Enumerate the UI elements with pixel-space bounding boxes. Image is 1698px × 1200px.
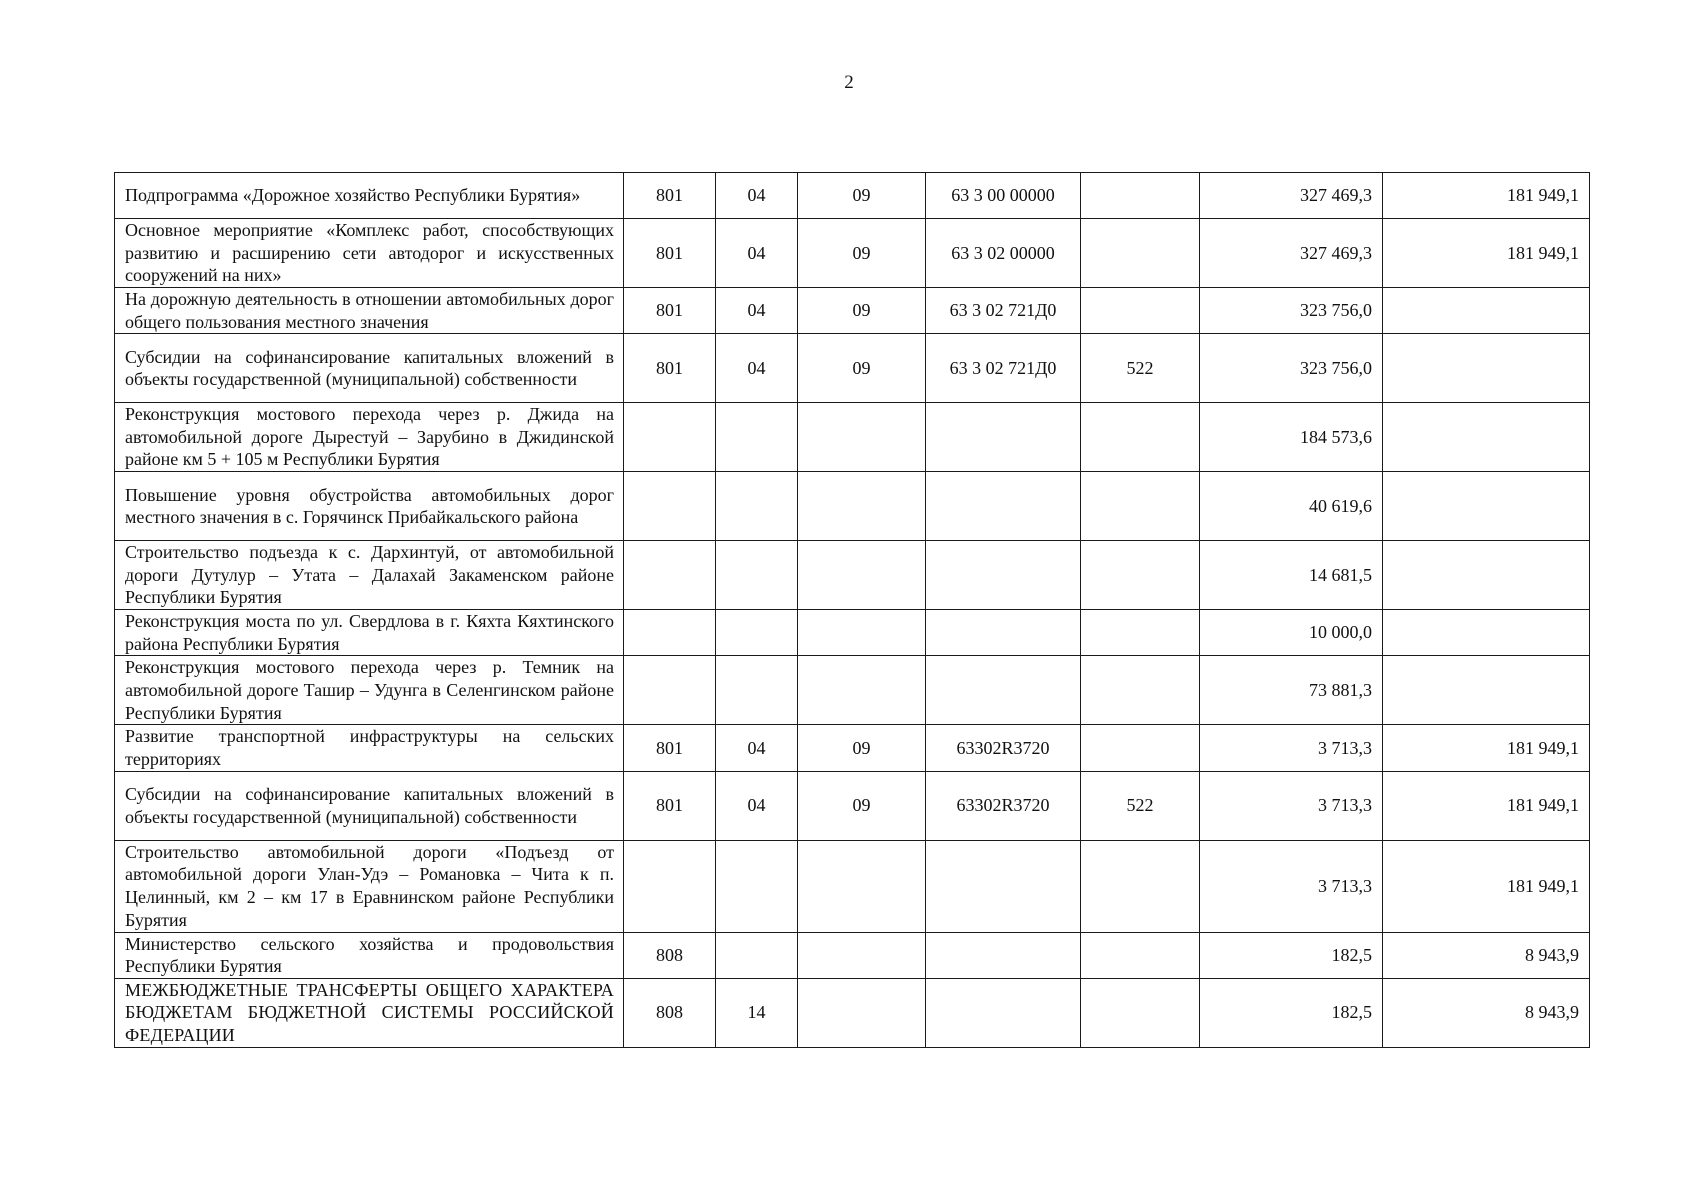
amount-first-cell: 323 756,0 xyxy=(1200,288,1383,334)
target-article-cell xyxy=(926,978,1081,1047)
ministry-code-cell: 801 xyxy=(624,219,716,288)
expense-type-cell xyxy=(1081,472,1200,541)
amount-first-cell: 182,5 xyxy=(1200,932,1383,978)
ministry-code-cell xyxy=(624,610,716,656)
section-code-cell: 04 xyxy=(716,725,798,771)
subsection-code-cell: 09 xyxy=(798,725,926,771)
amount-second-cell: 181 949,1 xyxy=(1383,173,1590,219)
section-code-cell xyxy=(716,656,798,725)
amount-second-cell: 8 943,9 xyxy=(1383,932,1590,978)
expense-type-cell xyxy=(1081,725,1200,771)
amount-first-cell: 10 000,0 xyxy=(1200,610,1383,656)
subsection-code-cell: 09 xyxy=(798,334,926,403)
target-article-cell: 63302R3720 xyxy=(926,725,1081,771)
target-article-cell: 63 3 00 00000 xyxy=(926,173,1081,219)
row-description: Строительство подъезда к с. Дархинтуй, от автомобильной дороги Дутулур – Утата – Далахай Закаменском районе Республики Бурятия xyxy=(115,541,624,610)
subsection-code-cell xyxy=(798,840,926,932)
amount-second-cell xyxy=(1383,403,1590,472)
table-row xyxy=(115,173,1590,219)
amount-second-cell: 181 949,1 xyxy=(1383,840,1590,932)
row-description: Реконструкция мостового перехода через р. Джида на автомобильной дороге Дырестуй – Зарубино в Джидинской районе км 5 + 105 м Республики Бурятия xyxy=(115,403,624,472)
subsection-code-cell xyxy=(798,403,926,472)
subsection-code-cell xyxy=(798,932,926,978)
amount-second-cell xyxy=(1383,656,1590,725)
target-article-cell xyxy=(926,656,1081,725)
expense-type-cell xyxy=(1081,610,1200,656)
subsection-code-cell xyxy=(798,472,926,541)
amount-first-cell: 14 681,5 xyxy=(1200,541,1383,610)
target-article-cell xyxy=(926,541,1081,610)
amount-first-cell: 182,5 xyxy=(1200,978,1383,1047)
ministry-code-cell: 801 xyxy=(624,173,716,219)
amount-first-cell: 323 756,0 xyxy=(1200,334,1383,403)
subsection-code-cell: 09 xyxy=(798,173,926,219)
target-article-cell: 63 3 02 721Д0 xyxy=(926,288,1081,334)
amount-first-cell: 40 619,6 xyxy=(1200,472,1383,541)
section-code-cell: 04 xyxy=(716,334,798,403)
subsection-code-cell xyxy=(798,610,926,656)
ministry-code-cell: 801 xyxy=(624,334,716,403)
subsection-code-cell: 09 xyxy=(798,219,926,288)
amount-second-cell xyxy=(1383,541,1590,610)
table-row xyxy=(115,725,1590,771)
budget-table xyxy=(114,172,1590,1048)
expense-type-cell xyxy=(1081,288,1200,334)
target-article-cell: 63302R3720 xyxy=(926,771,1081,840)
amount-first-cell: 3 713,3 xyxy=(1200,771,1383,840)
ministry-code-cell: 801 xyxy=(624,725,716,771)
table-row xyxy=(115,472,1590,541)
row-description: Субсидии на софинансирование капитальных вложений в объекты государственной (муниципальной) собственности xyxy=(115,771,624,840)
table-row xyxy=(115,403,1590,472)
amount-first-cell: 327 469,3 xyxy=(1200,219,1383,288)
row-description: Повышение уровня обустройства автомобильных дорог местного значения в с. Горячинск Прибайкальского района xyxy=(115,472,624,541)
table-row xyxy=(115,656,1590,725)
amount-second-cell xyxy=(1383,288,1590,334)
amount-second-cell xyxy=(1383,610,1590,656)
amount-first-cell: 73 881,3 xyxy=(1200,656,1383,725)
table-row xyxy=(115,978,1590,1047)
ministry-code-cell xyxy=(624,403,716,472)
row-description: МЕЖБЮДЖЕТНЫЕ ТРАНСФЕРТЫ ОБЩЕГО ХАРАКТЕРА БЮДЖЕТАМ БЮДЖЕТНОЙ СИСТЕМЫ РОССИЙСКОЙ ФЕДЕРАЦИИ xyxy=(115,978,624,1047)
amount-first-cell: 184 573,6 xyxy=(1200,403,1383,472)
row-description: Подпрограмма «Дорожное хозяйство Республики Бурятия» xyxy=(115,173,624,219)
table-row xyxy=(115,334,1590,403)
amount-first-cell: 3 713,3 xyxy=(1200,840,1383,932)
row-description: Субсидии на софинансирование капитальных вложений в объекты государственной (муниципальной) собственности xyxy=(115,334,624,403)
budget-table-body xyxy=(115,173,1590,1048)
target-article-cell: 63 3 02 00000 xyxy=(926,219,1081,288)
amount-second-cell xyxy=(1383,334,1590,403)
row-description: Министерство сельского хозяйства и продовольствия Республики Бурятия xyxy=(115,932,624,978)
amount-second-cell: 181 949,1 xyxy=(1383,219,1590,288)
section-code-cell xyxy=(716,610,798,656)
section-code-cell xyxy=(716,932,798,978)
amount-second-cell: 181 949,1 xyxy=(1383,725,1590,771)
expense-type-cell xyxy=(1081,541,1200,610)
expense-type-cell xyxy=(1081,840,1200,932)
table-row xyxy=(115,219,1590,288)
expense-type-cell xyxy=(1081,219,1200,288)
table-row xyxy=(115,288,1590,334)
amount-second-cell: 181 949,1 xyxy=(1383,771,1590,840)
row-description: Реконструкция мостового перехода через р. Темник на автомобильной дороге Ташир – Удунга в Селенгинском районе Республики Бурятия xyxy=(115,656,624,725)
table-row xyxy=(115,932,1590,978)
subsection-code-cell xyxy=(798,656,926,725)
section-code-cell: 04 xyxy=(716,173,798,219)
expense-type-cell xyxy=(1081,932,1200,978)
target-article-cell xyxy=(926,472,1081,541)
target-article-cell: 63 3 02 721Д0 xyxy=(926,334,1081,403)
amount-second-cell xyxy=(1383,472,1590,541)
section-code-cell xyxy=(716,472,798,541)
row-description: На дорожную деятельность в отношении автомобильных дорог общего пользования местного значения xyxy=(115,288,624,334)
ministry-code-cell: 808 xyxy=(624,932,716,978)
ministry-code-cell xyxy=(624,541,716,610)
amount-second-cell: 8 943,9 xyxy=(1383,978,1590,1047)
subsection-code-cell: 09 xyxy=(798,771,926,840)
expense-type-cell xyxy=(1081,656,1200,725)
ministry-code-cell xyxy=(624,472,716,541)
ministry-code-cell xyxy=(624,656,716,725)
section-code-cell: 04 xyxy=(716,288,798,334)
section-code-cell xyxy=(716,840,798,932)
page-number: 2 xyxy=(844,72,854,93)
table-row xyxy=(115,840,1590,932)
subsection-code-cell xyxy=(798,541,926,610)
section-code-cell xyxy=(716,403,798,472)
section-code-cell: 14 xyxy=(716,978,798,1047)
target-article-cell xyxy=(926,932,1081,978)
table-row xyxy=(115,541,1590,610)
target-article-cell xyxy=(926,403,1081,472)
expense-type-cell xyxy=(1081,978,1200,1047)
section-code-cell: 04 xyxy=(716,771,798,840)
ministry-code-cell xyxy=(624,840,716,932)
amount-first-cell: 327 469,3 xyxy=(1200,173,1383,219)
ministry-code-cell: 808 xyxy=(624,978,716,1047)
section-code-cell: 04 xyxy=(716,219,798,288)
ministry-code-cell: 801 xyxy=(624,771,716,840)
target-article-cell xyxy=(926,840,1081,932)
expense-type-cell: 522 xyxy=(1081,771,1200,840)
expense-type-cell: 522 xyxy=(1081,334,1200,403)
section-code-cell xyxy=(716,541,798,610)
row-description: Строительство автомобильной дороги «Подъезд от автомобильной дороги Улан-Удэ – Романовка – Чита к п. Целинный, км 2 – км 17 в Еравнинском районе Республики Бурятия xyxy=(115,840,624,932)
table-row xyxy=(115,771,1590,840)
expense-type-cell xyxy=(1081,403,1200,472)
table-row xyxy=(115,610,1590,656)
row-description: Реконструкция моста по ул. Свердлова в г. Кяхта Кяхтинского района Республики Бурятия xyxy=(115,610,624,656)
ministry-code-cell: 801 xyxy=(624,288,716,334)
row-description: Развитие транспортной инфраструктуры на сельских территориях xyxy=(115,725,624,771)
amount-first-cell: 3 713,3 xyxy=(1200,725,1383,771)
target-article-cell xyxy=(926,610,1081,656)
subsection-code-cell: 09 xyxy=(798,288,926,334)
row-description: Основное мероприятие «Комплекс работ, способствующих развитию и расширению сети автодорог и искусственных сооружений на них» xyxy=(115,219,624,288)
expense-type-cell xyxy=(1081,173,1200,219)
subsection-code-cell xyxy=(798,978,926,1047)
